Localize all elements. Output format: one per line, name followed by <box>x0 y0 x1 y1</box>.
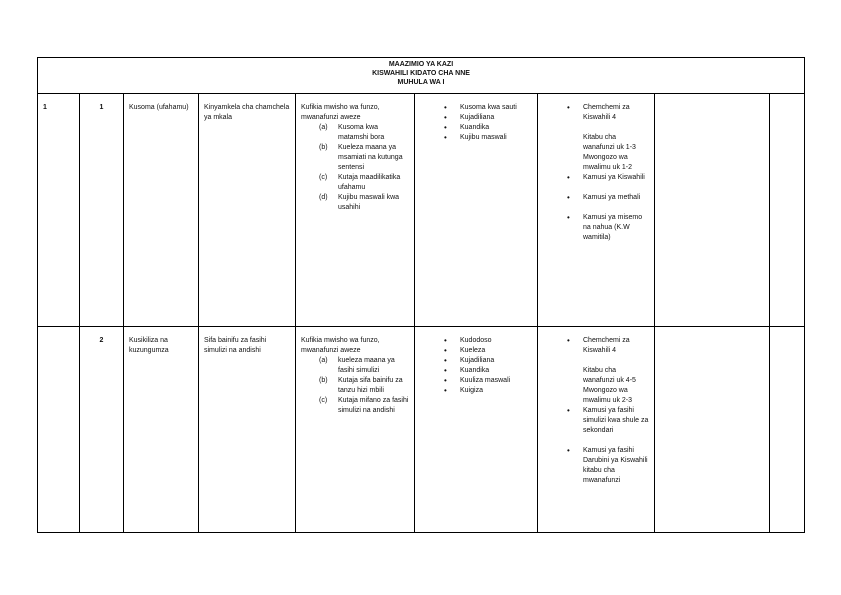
period-cell <box>80 327 124 533</box>
table-row <box>38 327 805 533</box>
objective-label: (a) <box>319 357 328 364</box>
objective-item <box>319 396 409 416</box>
resources-list <box>543 336 649 486</box>
resource-item: • Kamusi ya misemo na nahua (K.W wamitila) <box>567 213 649 243</box>
objectives-cell <box>296 94 415 327</box>
activity-item: • Kuandika <box>444 366 532 376</box>
scheme-of-work-table <box>37 57 805 533</box>
week-cell <box>38 327 80 533</box>
resources-cell <box>538 94 655 327</box>
activities-cell <box>415 327 538 533</box>
objective-text: Kusoma kwa matamshi bora <box>338 124 385 141</box>
week-cell <box>38 94 80 327</box>
resource-item: • Chemchemi za Kiswahili 4 <box>567 336 649 356</box>
remarks-cell <box>655 327 770 533</box>
objectives-list <box>301 356 409 416</box>
topic: Kusoma (ufahamu) <box>129 104 189 111</box>
topic-cell <box>124 94 199 327</box>
resource-item: • Kamusi ya fasihi Darubini ya Kiswahili kitabu cha mwanafunzi <box>567 446 649 486</box>
subtopic-cell <box>199 327 296 533</box>
activities-cell <box>415 94 538 327</box>
objective-text: kueleza maana ya fasihi simulizi <box>338 357 395 374</box>
table-row <box>38 94 805 327</box>
activity-item: • Kudodoso <box>444 336 532 346</box>
activities-list <box>420 336 532 396</box>
subtopic-cell <box>199 94 296 327</box>
activity-item: • Kusoma kwa sauti <box>444 103 532 113</box>
subtopic: Kinyamkela cha chamchela ya mkala <box>204 104 290 121</box>
objective-text: Kutaja sifa bainifu za tanzu hizi mbili <box>338 377 403 394</box>
objective-item <box>319 193 409 213</box>
resources-cell <box>538 327 655 533</box>
document-title: MAAZIMIO YA KAZI <box>388 61 454 68</box>
topic: Kusikiliza na kuzungumza <box>129 337 169 354</box>
objective-label: (a) <box>319 124 328 131</box>
objective-item <box>319 356 409 376</box>
objective-label: (c) <box>319 397 328 404</box>
subtopic: Sifa bainifu za fasihi simulizi na andishi <box>204 337 267 354</box>
header-cell <box>38 58 805 94</box>
signature-cell <box>770 327 805 533</box>
objective-item <box>319 143 409 173</box>
activity-item: • Kujibu maswali <box>444 133 532 143</box>
header-row <box>38 58 805 94</box>
objective-text: Kujibu maswali kwa usahihi <box>338 194 400 211</box>
week-number: 1 <box>43 104 47 111</box>
activity-item: • Kujadiliana <box>444 113 532 123</box>
activity-item: • Kuuliza maswali <box>444 376 532 386</box>
objective-text: Kutaja mifano za fasihi simulizi na andishi <box>338 397 409 414</box>
resource-item: • Kamusi ya Kiswahili <box>567 173 649 183</box>
activity-item: • Kueleza <box>444 346 532 356</box>
objectives-intro: Kufikia mwisho wa funzo, mwanafunzi aweze <box>301 104 380 121</box>
objective-label: (b) <box>319 144 328 151</box>
period-number: 2 <box>99 337 104 344</box>
objective-label: (d) <box>319 194 328 201</box>
objectives-intro: Kufikia mwisho wa funzo, mwanafunzi aweze <box>301 337 380 354</box>
objectives-list <box>301 123 409 213</box>
objective-label: (b) <box>319 377 328 384</box>
activity-item: • Kuigiza <box>444 386 532 396</box>
topic-cell <box>124 327 199 533</box>
signature-cell <box>770 94 805 327</box>
activity-item: • Kuandika <box>444 123 532 133</box>
activity-item: • Kujadiliana <box>444 356 532 366</box>
objective-text: Kutaja maadilikatika ufahamu <box>338 174 401 191</box>
activities-list <box>420 103 532 143</box>
period-number: 1 <box>99 104 104 111</box>
resource-item: • Kamusi ya methali <box>567 193 649 203</box>
objective-item <box>319 123 409 143</box>
objective-label: (c) <box>319 174 328 181</box>
resource-item: Kitabu cha wanafunzi uk 1-3 Mwongozo wa mwalimu uk 1-2 <box>583 134 636 171</box>
resource-item: • Kamusi ya fasihi simulizi kwa shule za sekondari <box>567 406 649 436</box>
resources-list <box>543 103 649 243</box>
resource-item: • Chemchemi za Kiswahili 4 <box>567 103 649 123</box>
remarks-cell <box>655 94 770 327</box>
objective-item <box>319 173 409 193</box>
document-term: MUHULA WA I <box>397 79 445 86</box>
objective-item <box>319 376 409 396</box>
resource-item: Kitabu cha wanafunzi uk 4-5 Mwongozo wa mwalimu uk 2-3 <box>583 367 636 404</box>
period-cell <box>80 94 124 327</box>
objective-text: Kueleza maana ya msamiati na kutunga sentensi <box>338 144 403 171</box>
objectives-cell <box>296 327 415 533</box>
document-subtitle: KISWAHILI KIDATO CHA NNE <box>372 70 470 77</box>
